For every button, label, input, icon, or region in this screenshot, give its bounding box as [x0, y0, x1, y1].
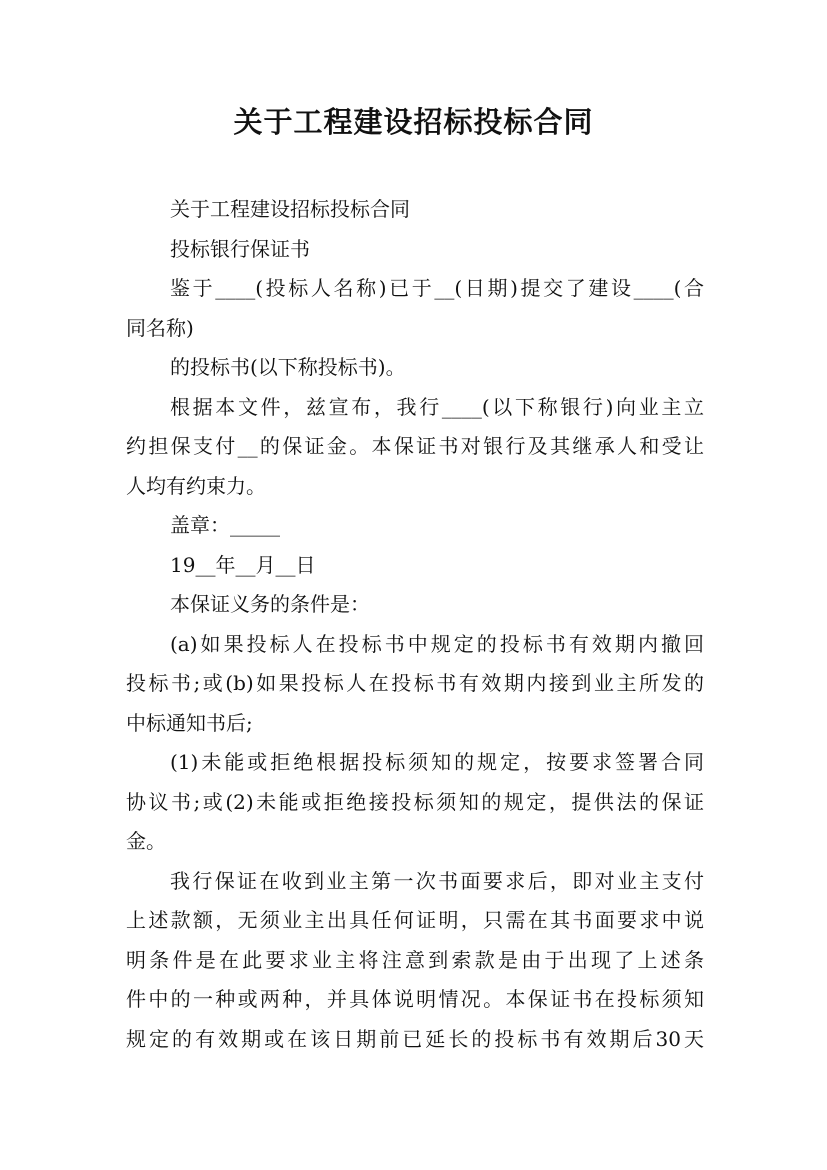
paragraph-line: 根据本文件，兹宣布，我行____(以下称银行)向业主立 — [170, 394, 704, 419]
paragraph-line: 鉴于____(投标人名称)已于__(日期)提交了建设____(合 — [170, 276, 704, 300]
document-title: 关于工程建设招标投标合同 — [233, 105, 594, 139]
paragraph-line: 盖章：_____ — [170, 513, 280, 537]
paragraph-condition-a-b — [126, 625, 704, 744]
paragraph-heading-repeat — [126, 190, 704, 230]
paragraph-seal — [126, 506, 704, 546]
paragraph-guarantee-title — [126, 230, 704, 270]
paragraph-line: 金。 — [126, 829, 166, 853]
paragraph-line: 我行保证在收到业主第一次书面要求后，即对业主支付 — [170, 868, 704, 893]
paragraph-line: 投标书;或(b)如果投标人在投标书有效期内接到业主所发的 — [126, 671, 704, 695]
paragraph-declaration — [126, 388, 704, 507]
paragraph-whereas — [126, 269, 704, 348]
paragraph-payment-guarantee — [126, 862, 704, 1060]
paragraph-line: 人均有约束力。 — [126, 473, 266, 498]
paragraph-line: 投标银行保证书 — [170, 236, 310, 261]
paragraph-line: 同名称) — [126, 315, 194, 340]
paragraph-condition-1-2 — [126, 743, 704, 862]
paragraph-line: 本保证义务的条件是： — [170, 592, 370, 616]
paragraph-line: 上述款额，无须业主出具任何证明，只需在其书面要求中说 — [126, 908, 704, 932]
paragraph-line: 约担保支付__的保证金。本保证书对银行及其继承人和受让 — [126, 434, 704, 458]
paragraph-line: 规定的有效期或在该日期前已延长的投标书有效期后30天 — [126, 1026, 704, 1051]
paragraph-line: 中标通知书后; — [126, 710, 253, 735]
paragraph-line: 协议书;或(2)未能或拒绝接投标须知的规定，提供法的保证 — [126, 789, 704, 814]
paragraph-date — [126, 546, 704, 586]
paragraph-line: (a)如果投标人在投标书中规定的投标书有效期内撤回 — [170, 631, 704, 656]
document-body — [126, 190, 704, 1059]
paragraph-line: 件中的一种或两种，并具体说明情况。本保证书在投标须知 — [126, 987, 704, 1011]
paragraph-conditions-intro — [126, 585, 704, 625]
paragraph-line: (1)未能或拒绝根据投标须知的规定，按要求签署合同 — [170, 750, 704, 774]
paragraph-line: 关于工程建设招标投标合同 — [170, 197, 410, 221]
paragraph-line: 明条件是在此要求业主将注意到索款是由于出现了上述条 — [126, 947, 704, 972]
paragraph-line: 19__年__月__日 — [170, 552, 316, 577]
paragraph-line: 的投标书(以下称投标书)。 — [170, 355, 406, 379]
paragraph-bid-reference — [126, 348, 704, 388]
